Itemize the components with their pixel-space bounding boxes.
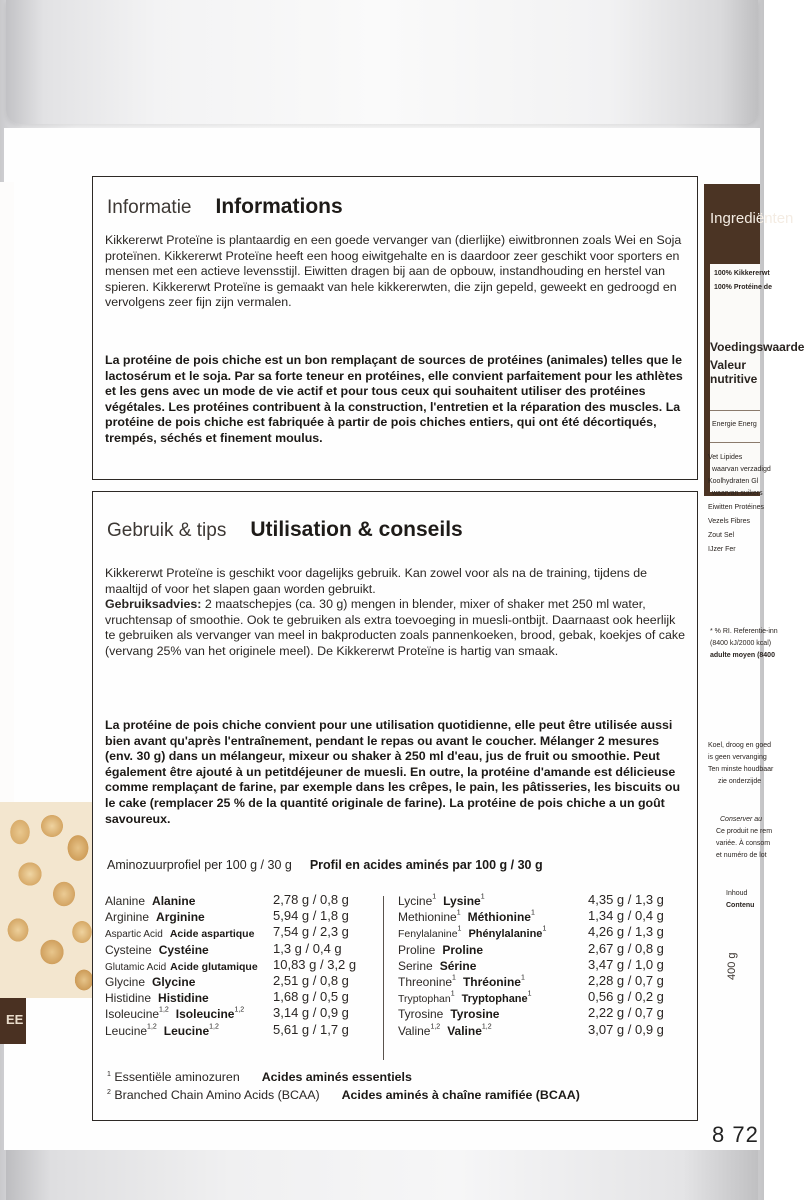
conserver-line-2: Ce produit ne rem <box>716 828 773 835</box>
usage-text-nl-1: Kikkererwt Proteïne is geschikt voor dagelijks gebruik. Kan zowel voor als na de training, tijdens de maaltijd of voor het slapen gaan worden gebruikt. <box>105 566 648 596</box>
content-label-nl: Inhoud <box>726 890 748 897</box>
nutrition-energy: Energie Energ <box>712 421 757 428</box>
amino-name-nl: Serine <box>398 958 433 973</box>
amino-sup-nl: 1 <box>450 990 455 998</box>
information-box <box>92 176 698 480</box>
barcode-digits: 8 72 <box>712 1122 759 1147</box>
amino-value: 4,35 g / 1,3 g <box>588 892 664 907</box>
amino-sup-nl: 1,2 <box>147 1023 157 1031</box>
amino-sup-fr: 1,2 <box>209 1023 219 1031</box>
footnote-1-fr: Acides aminés essentiels <box>261 1070 412 1084</box>
heading-fr: Informations <box>215 195 343 218</box>
amino-name-fr: Isoleucine <box>175 1007 235 1022</box>
nutrition-protein: Eiwitten Protéines <box>708 504 765 511</box>
content-label-fr: Contenu <box>726 902 755 909</box>
nutrition-heading-nl: Voedingswaarde <box>710 340 804 354</box>
amino-sup-fr: 1,2 <box>234 1006 245 1014</box>
amino-title-nl: Aminozuurprofiel per 100 g / 30 g <box>107 858 292 872</box>
usage-heading <box>107 518 463 542</box>
amino-value: 2,28 g / 0,7 g <box>588 972 664 988</box>
amino-name-nl: Isoleucine <box>105 1007 160 1022</box>
nutrition-heading-fr: Valeur nutritive <box>710 358 758 386</box>
amino-name-nl: Glycine <box>105 974 146 989</box>
amino-sup-fr: 1 <box>520 974 525 982</box>
amino-row <box>105 1005 395 1021</box>
ingredients-heading: Ingrediënten <box>710 210 794 227</box>
amino-row <box>398 1005 688 1021</box>
conserver-line-4: et numéro de lot <box>716 852 767 859</box>
amino-name-fr: Alanine <box>152 894 196 908</box>
amino-value: 2,22 g / 0,7 g <box>588 1005 664 1021</box>
net-weight: 400 g <box>726 952 738 980</box>
amino-column-left <box>105 892 395 1038</box>
ri-note: * % RI. Referentie-inn <box>710 628 778 635</box>
amino-row <box>398 941 688 957</box>
amino-value: 1,3 g / 0,4 g <box>273 940 342 956</box>
amino-name-nl: Histidine <box>105 991 152 1006</box>
amino-row <box>398 1022 688 1038</box>
usage-text-fr: La protéine de pois chiche convient pour une utilisation quotidienne, elle peut être utilisée aussi bien avant qu'après l'entraînement, pendant le repas ou avant le coucher. Mélanger 2 mesures (env. 30 g) dans un mélangeur, mixeur ou shaker à 250 ml d'eau, jus de fruit ou smoothie. Peut également être ajouté à un petitdéjeuner de muesli. En outre, la protéine d'amande est délicieuse comme remplaçant de farine, par exemple dans les crêpes, le pain, les pâtisseries, les biscuits ou le cake (remplacer 25 % de la quantité originale de farine). La protéine de pois chiche a un goût savoureux. <box>105 718 681 826</box>
nutrition-fat-sub: waarvan verzadigd <box>712 466 771 473</box>
footnote-1-nl: Essentiële aminozuren <box>114 1070 240 1084</box>
footnote-2-fr: Acides aminés à chaîne ramifiée (BCAA) <box>341 1088 580 1102</box>
ingredient-line-1: 100% Kikkererwt <box>714 270 770 277</box>
ingredient-line-2: 100% Protéine de <box>714 284 772 291</box>
amino-value: 10,83 g / 3,2 g <box>273 956 357 972</box>
amino-row <box>105 908 395 924</box>
amino-name-nl: Tryptophan <box>398 993 451 1006</box>
amino-name-nl: Lycine <box>398 894 433 908</box>
amino-value: 0,56 g / 0,2 g <box>588 989 664 1005</box>
amino-name-fr: Histidine <box>158 991 209 1006</box>
footnote-1-mark: 1 <box>107 1070 111 1078</box>
nutrition-fibre: Vezels Fibres <box>708 518 751 525</box>
amino-name-nl: Fenylalanine <box>398 928 458 941</box>
conserver-line-1: Conserver au <box>720 816 763 823</box>
chickpeas-photo <box>0 802 92 998</box>
amino-value: 2,67 g / 0,8 g <box>588 940 664 956</box>
amino-name-fr: Tryptophane <box>461 993 528 1006</box>
amino-value: 5,61 g / 1,7 g <box>273 1021 349 1037</box>
amino-name-nl: Leucine <box>105 1023 148 1038</box>
amino-value: 3,14 g / 0,9 g <box>273 1005 349 1021</box>
amino-name-fr: Tyrosine <box>450 1007 500 1022</box>
brown-strip <box>0 998 26 1044</box>
amino-name-nl: Aspartic Acid <box>105 929 163 941</box>
nutrition-divider <box>710 410 760 411</box>
storage-line-3: Ten minste houdbaar <box>708 766 774 773</box>
amino-row <box>105 1022 395 1038</box>
amino-name-fr: Acide glutamique <box>170 960 258 973</box>
nutrition-carbs-sub: waarvan suikers <box>712 490 763 497</box>
amino-name-fr: Acide aspartique <box>169 928 255 941</box>
amino-row <box>105 924 395 940</box>
usage-text-nl-2: 2 maatschepjes (ca. 30 g) mengen in blender, mixer of shaker met 250 ml water, vruchtensap of smoothie. Ook te gebruiken als extra toevoeging in muesli-ontbijt. Daarnaast ook heerlijk te gebruiken als vervanger van meel in bakproducten zoals pannenkoeken, brood, gebak, koekjes of cake (vervang 25% van het originele meel). De Kikkererwt Proteïne is hartig van smaak. <box>105 597 685 658</box>
amino-name-nl: Threonine <box>398 974 453 989</box>
nutrition-iron: IJzer Fer <box>708 546 736 553</box>
amino-name-nl: Proline <box>398 942 436 957</box>
amino-row <box>105 892 395 908</box>
amino-name-nl: Valine <box>398 1023 431 1038</box>
information-heading <box>107 195 343 219</box>
footnote-2-mark: 2 <box>107 1088 111 1096</box>
amino-title-fr: Profil en acides aminés par 100 g / 30 g <box>309 858 543 872</box>
amino-column-divider <box>383 896 384 1060</box>
usage-advice-label: Gebruiksadvies: <box>105 597 202 612</box>
amino-value: 3,47 g / 1,0 g <box>588 956 664 972</box>
brown-strip-text: EE <box>6 1012 24 1027</box>
nutrition-salt: Zout Sel <box>708 532 735 539</box>
amino-row <box>398 908 688 924</box>
amino-row <box>398 924 688 940</box>
storage-line-4: zie onderzijde <box>718 778 762 785</box>
amino-sup-fr: 1 <box>542 926 547 934</box>
amino-name-nl: Cysteine <box>105 942 152 957</box>
amino-name-fr: Leucine <box>163 1023 210 1038</box>
amino-sup-nl: 1 <box>456 909 461 917</box>
amino-value: 7,54 g / 2,3 g <box>273 924 349 940</box>
amino-sup-nl: 1 <box>452 974 456 982</box>
conserver-line-3: variée. À consom <box>716 840 771 847</box>
amino-name-fr: Phénylalanine <box>468 928 543 941</box>
amino-value: 3,07 g / 0,9 g <box>588 1021 664 1037</box>
label-left-edge <box>0 182 14 802</box>
nutrition-divider <box>710 442 760 443</box>
heading-fr: Utilisation & conseils <box>250 518 463 541</box>
ri-note-2: (8400 kJ/2000 kcal) <box>710 640 772 647</box>
amino-name-nl: Glutamic Acid <box>105 961 167 973</box>
amino-column-right <box>398 892 688 1038</box>
footnote-2 <box>107 1088 580 1102</box>
amino-value: 4,26 g / 1,3 g <box>588 924 664 940</box>
amino-value: 1,68 g / 0,5 g <box>273 989 349 1005</box>
amino-name-fr: Lysine <box>443 894 481 908</box>
amino-row <box>398 989 688 1005</box>
ri-note-3: adulte moyen (8400 <box>710 652 775 659</box>
amino-row <box>105 957 395 973</box>
heading-nl: Gebruik & tips <box>107 520 227 541</box>
amino-sup-fr: 1,2 <box>481 1023 492 1031</box>
amino-name-nl: Tyrosine <box>398 1007 444 1022</box>
amino-name-fr: Arginine <box>156 910 205 925</box>
can-lid <box>6 0 758 124</box>
nutrition-fat: Vet Lipides <box>708 454 743 461</box>
amino-sup-nl: 1 <box>432 893 437 901</box>
storage-line-2: is geen vervanging <box>708 754 767 761</box>
amino-name-fr: Glycine <box>152 974 196 989</box>
usage-box <box>92 491 698 1121</box>
amino-name-fr: Cystéine <box>158 942 209 957</box>
amino-name-nl: Methionine <box>398 910 457 925</box>
amino-value: 1,34 g / 0,4 g <box>588 908 664 924</box>
amino-name-fr: Méthionine <box>467 910 531 925</box>
footnote-2-nl: Branched Chain Amino Acids (BCAA) <box>114 1088 320 1102</box>
side-panel <box>704 184 804 1014</box>
amino-row <box>105 941 395 957</box>
amino-row <box>105 989 395 1005</box>
information-text-fr: La protéine de pois chiche est un bon remplaçant de sources de protéines (animales) telles que le lactosérum et le soja. Par sa forte teneur en protéines, elle convient parfaitement pour les athlètes et les gens avec un mode de vie actif et pour tous ceux qui souhaitent utiliser des protéines végétales. Les protéines contribuent à la construction, l'entretien et la réparation des muscles. La protéine de pois chiche est fabriquée à partir de pois chiches entiers, qui ont été décortiqués, trempés, séchés et finement moulus. <box>105 353 683 445</box>
amino-name-fr: Thréonine <box>462 974 521 989</box>
amino-name-nl: Alanine <box>105 894 146 908</box>
amino-sup-fr: 1 <box>480 893 485 901</box>
usage-text-nl <box>105 566 685 660</box>
amino-name-fr: Sérine <box>439 958 477 973</box>
information-text-nl: Kikkererwt Proteïne is plantaardig en een goede vervanger van (dierlijke) eiwitbronnen zoals Wei en Soja proteïnen. Kikkererwt Proteïne heeft een hoog eiwitgehalte en is daardoor zeer geschikt voor sporters en mensen met een actieve levensstijl. Eiwitten dragen bij aan de opbouw, instandhouding en herstel van spieren. Kikkererwt Proteïne is gemaakt van hele kikkererwten, die zijn gepeld, geweekt en gedroogd en vervolgens zeer fijn zijn vermalen. <box>105 233 682 310</box>
amino-row <box>398 957 688 973</box>
amino-sup-nl: 1,2 <box>430 1023 441 1031</box>
amino-sup-fr: 1 <box>527 990 532 998</box>
amino-value: 2,78 g / 0,8 g <box>273 892 349 907</box>
footnote-1 <box>107 1070 412 1084</box>
amino-value: 2,51 g / 0,8 g <box>273 972 349 988</box>
amino-sup-nl: 1 <box>457 926 462 934</box>
nutrition-carbs: Koolhydraten Gl <box>708 478 759 485</box>
amino-row <box>105 973 395 989</box>
amino-value: 5,94 g / 1,8 g <box>273 908 349 924</box>
amino-row <box>398 892 688 908</box>
amino-name-fr: Valine <box>447 1023 482 1038</box>
amino-profile-heading <box>107 858 543 872</box>
amino-name-fr: Proline <box>442 942 484 957</box>
amino-sup-nl: 1,2 <box>159 1006 169 1014</box>
amino-sup-fr: 1 <box>530 909 535 917</box>
amino-row <box>398 973 688 989</box>
heading-nl: Informatie <box>107 197 192 218</box>
can-bottom-rim <box>6 1150 758 1200</box>
amino-name-nl: Arginine <box>105 910 150 925</box>
storage-line-1: Koel, droog en goed <box>708 742 772 749</box>
